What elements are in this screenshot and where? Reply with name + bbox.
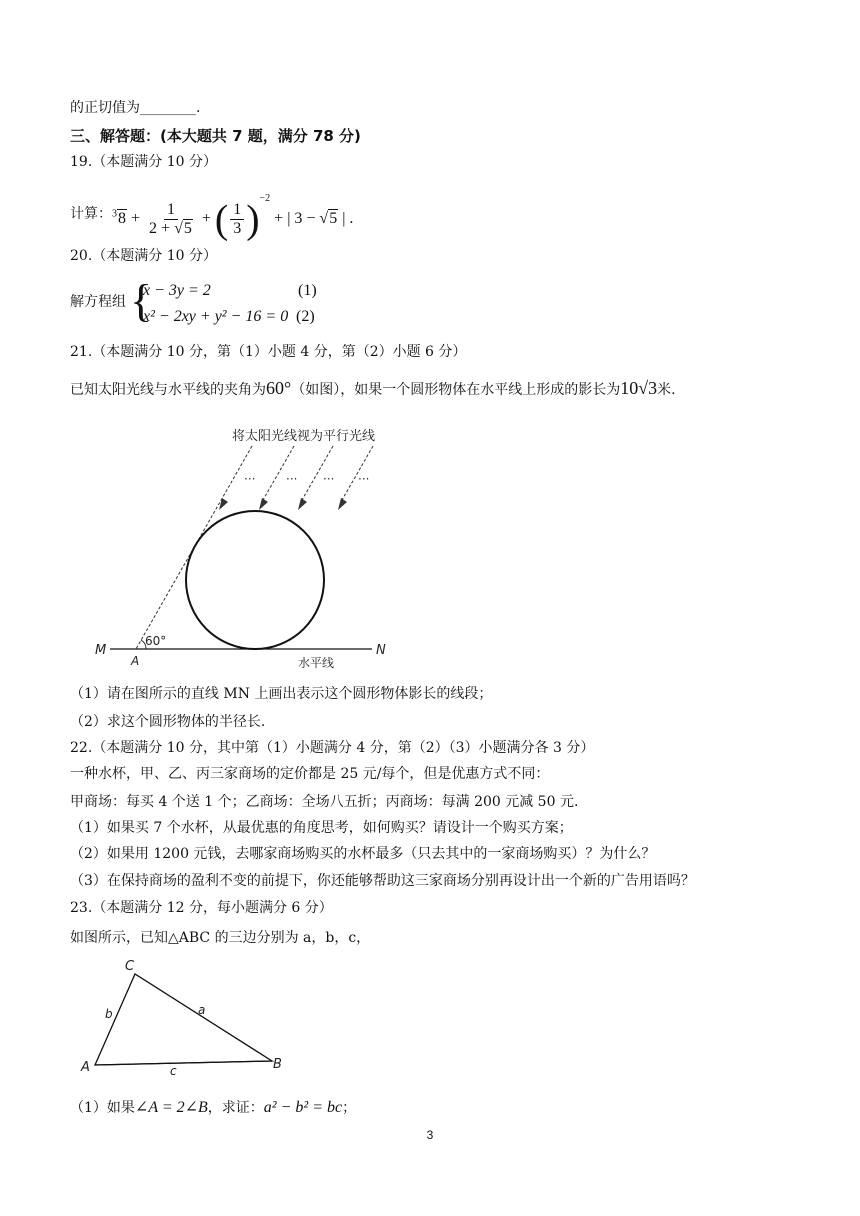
q21-part1: （1）请在图所示的直线 MN 上画出表示这个圆形物体影长的线段； <box>70 686 493 702</box>
q21-part2: （2）求这个圆形物体的半径长. <box>70 714 266 730</box>
q23-triangle-figure <box>0 950 320 1080</box>
q22-part2: （2）如果用 1200 元钱，去哪家商场购买的水杯最多（只去其中的一家商场购买）？为什么？ <box>70 846 656 862</box>
q21-dots-1: ··· <box>244 472 256 486</box>
q21-dots-2: ··· <box>286 472 298 486</box>
q21-ray3-arrow <box>298 498 307 510</box>
q21-ray1-arrow <box>219 498 228 510</box>
previous-question-tail: 的正切值为________. <box>70 100 201 116</box>
q19-header: 19.（本题满分 10 分） <box>70 154 217 170</box>
q23-side-c-label: c <box>170 1064 177 1078</box>
q21-ray2-arrow <box>259 498 268 510</box>
q21-label-angle: 60° <box>145 634 167 648</box>
q20-eq2-tag: (2) <box>296 308 315 325</box>
q19-lead: 计算： <box>70 206 112 222</box>
q21-angle: 60° <box>266 378 292 398</box>
q23-vertex-A: A <box>81 1060 90 1075</box>
q21-label-N: N <box>376 643 386 658</box>
q21-ray4-arrow <box>338 498 347 510</box>
q20-brace: { <box>130 275 153 326</box>
q21-stem-a: 已知太阳光线与水平线的夹角为 <box>70 382 266 398</box>
q22-part3: （3）在保持商场的盈利不变的前提下，你还能够帮助这三家商场分别再设计出一个新的广告用语吗？ <box>70 873 695 889</box>
q22-part1: （1）如果买 7 个水杯，从最优惠的角度思考，如何购买？请设计一个购买方案； <box>70 820 573 836</box>
q21-label-A: A <box>131 654 140 668</box>
q22-line2: 甲商场：每买 4 个送 1 个；乙商场：全场八五折；丙商场：每满 200 元减 50 元. <box>70 794 579 810</box>
q23-part1-lead: （1）如果 <box>70 1100 135 1116</box>
q23-part1-goal: a² − b² = bc <box>263 1099 343 1116</box>
q23-header: 23.（本题满分 12 分，每小题满分 6 分） <box>70 900 333 916</box>
q21-stem-b: （如图），如果一个圆形物体在水平线上形成的影长为 <box>291 382 621 398</box>
q23-part1 <box>70 1098 356 1118</box>
q21-label-M: M <box>95 643 107 658</box>
q20-eq1-tag: (1) <box>298 282 317 299</box>
q23-vertex-C: C <box>125 959 135 974</box>
q20-eq2: x² − 2xy + y² − 16 = 0 <box>143 308 289 325</box>
page-number: 3 <box>426 1128 434 1142</box>
q23-side-b-label: b <box>105 1007 113 1021</box>
q23-side-a-label: a <box>198 1003 206 1017</box>
q23-vertex-B: B <box>273 1057 282 1072</box>
q21-length: 10√3 <box>620 378 658 398</box>
q23-stem: 如图所示，已知△ABC 的三边分别为 a，b，c， <box>70 930 371 946</box>
q20-header: 20.（本题满分 10 分） <box>70 248 217 264</box>
section-title: 三、解答题：(本大题共 7 题，满分 78 分) <box>70 127 361 145</box>
q20-eq1: x − 3y = 2 <box>143 282 211 299</box>
q19-math: $^3$8 + $\frac{1}{2 + √5}$ + ( $\frac{1}{3}$ )$^{-2}$ + | 3 − √5 | . <box>112 192 354 242</box>
q22-line1: 一种水杯，甲、乙、丙三家商场的定价都是 25 元/每个，但是优惠方式不同： <box>70 766 550 782</box>
q21-header: 21.（本题满分 10 分，第（1）小题 4 分，第（2）小题 6 分） <box>70 344 467 360</box>
q21-dots-4: ··· <box>358 472 370 486</box>
q23-part1-condition: ∠A = 2∠B <box>134 1099 208 1116</box>
q23-side-c <box>95 1061 272 1065</box>
q23-triangle <box>95 974 272 1065</box>
q21-caption-rays: 将太阳光线视为平行光线 <box>232 429 376 444</box>
q21-stem-c: 米. <box>657 382 676 398</box>
q20-lead: 解方程组 <box>70 294 126 310</box>
q21-circle-object <box>186 511 324 649</box>
q23-part1-mid: ，求证： <box>207 1100 264 1116</box>
q23-part1-end: ； <box>342 1100 357 1116</box>
q21-dots-3: ··· <box>323 472 335 486</box>
q21-label-horizontal: 水平线 <box>298 656 335 670</box>
q22-header: 22.（本题满分 10 分，其中第（1）小题满分 4 分，第（2）（3）小题满分各 3 分） <box>70 740 595 756</box>
